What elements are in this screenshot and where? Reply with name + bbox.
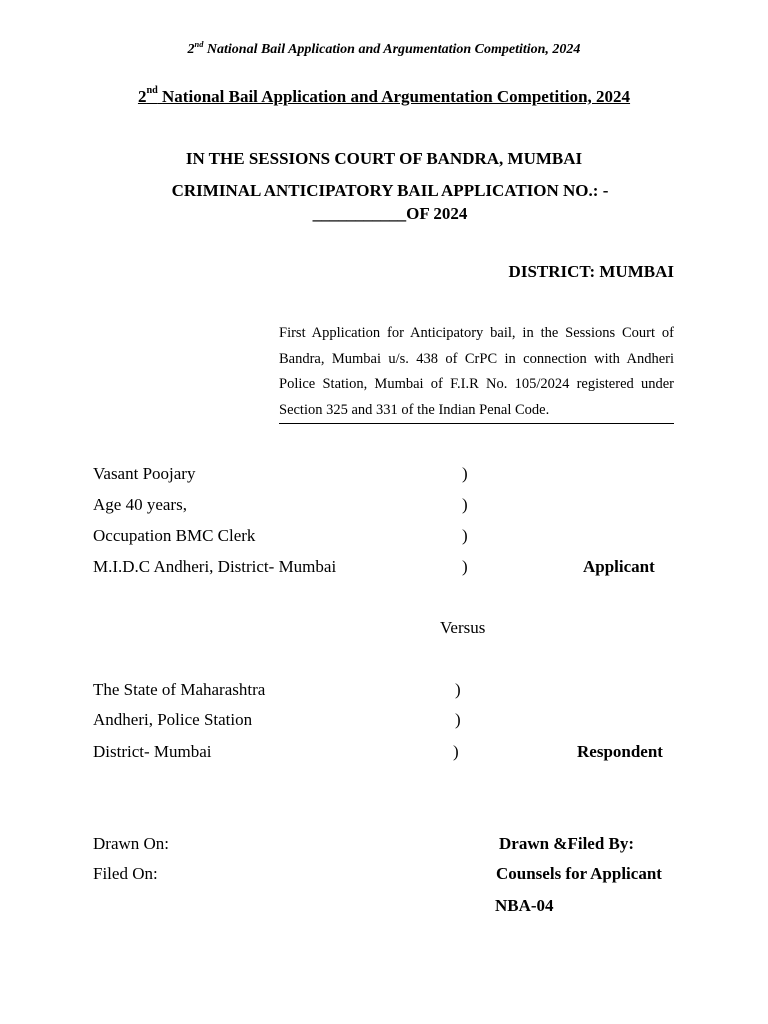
filed-on-label: Filed On: [93, 864, 158, 883]
team-code: NBA-04 [495, 896, 554, 915]
applicant-paren-2: ) [462, 495, 468, 514]
respondent-role: Respondent [577, 742, 663, 761]
applicant-paren-4: ) [462, 557, 468, 576]
court-heading: IN THE SESSIONS COURT OF BANDRA, MUMBAI [185, 149, 583, 168]
respondent-district: District- Mumbai [93, 742, 212, 761]
title-text: National Bail Application and Argumentation Competition, 2024 [162, 87, 631, 106]
district-heading: DISTRICT: MUMBAI [508, 262, 674, 281]
running-header-ordinal: 2 [187, 42, 195, 57]
drawn-on-label: Drawn On: [93, 834, 170, 853]
drawn-filed-by-label: Drawn &Filed By: [499, 834, 635, 853]
versus-label: Versus [440, 618, 486, 637]
respondent-station: Andheri, Police Station [93, 710, 253, 729]
application-description: First Application for Anticipatory bail, in the Sessions Court of Bandra, Mumbai u/s. 438 of CrPC in connection with Andheri Police Station, Mumbai of F.I.R No. 105/2024 registered under Section 325 and 331 of the Indian Penal Code. [279, 321, 674, 424]
applicant-occupation: Occupation BMC Clerk [93, 526, 256, 545]
running-header-text: National Bail Application and Argumentation Competition, 2024 [206, 42, 581, 57]
application-number-line2: ___________OF 2024 [312, 204, 468, 223]
document-title [0, 87, 768, 107]
applicant-paren-3: ) [462, 526, 468, 545]
application-number [150, 179, 630, 225]
title-ordinal: 2 [137, 87, 147, 106]
applicant-age: Age 40 years, [93, 495, 187, 514]
respondent-paren-2: ) [455, 710, 461, 729]
respondent-name: The State of Maharashtra [93, 680, 266, 699]
title-ordinal-suffix: nd [146, 85, 158, 96]
running-header-ordinal-suffix: nd [194, 40, 204, 49]
applicant-role: Applicant [583, 557, 655, 576]
running-header [0, 42, 768, 58]
application-number-line1: CRIMINAL ANTICIPATORY BAIL APPLICATION NO.: - [171, 181, 609, 200]
respondent-paren-3: ) [453, 742, 459, 761]
applicant-address: M.I.D.C Andheri, District- Mumbai [93, 557, 337, 576]
counsels-label: Counsels for Applicant [496, 864, 662, 883]
applicant-paren-1: ) [462, 464, 468, 483]
respondent-paren-1: ) [455, 680, 461, 699]
applicant-name: Vasant Poojary [93, 464, 196, 483]
